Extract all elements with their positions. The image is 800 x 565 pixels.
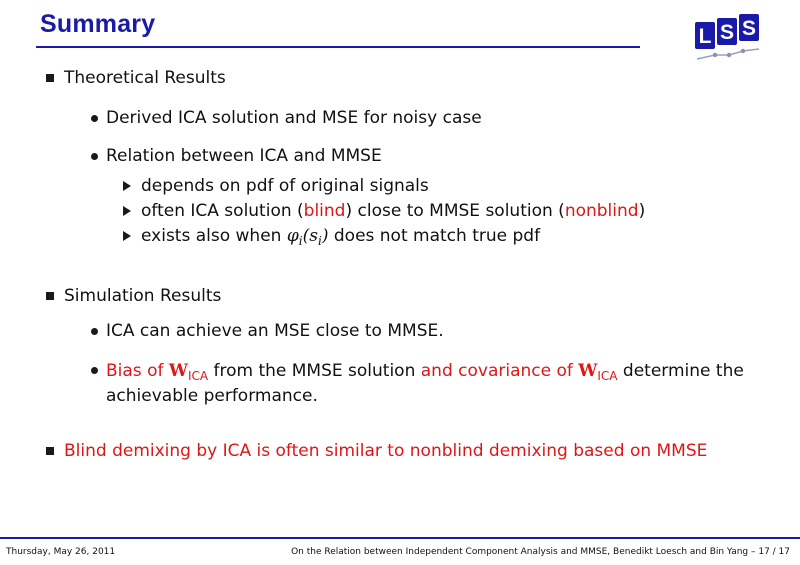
logo-letter-l: L: [698, 25, 712, 48]
section-bullet-icon: [46, 447, 54, 455]
bullet-dot-icon: [91, 115, 98, 122]
conclusion-text: Blind demixing by ICA is often similar to nonblind demixing based on MMSE: [64, 441, 708, 461]
logo-circuit-node-2: [727, 53, 731, 57]
bullet-dot-icon: [91, 328, 98, 335]
page-title: Summary: [40, 10, 156, 38]
footer-info: On the Relation between Independent Component Analysis and MMSE, Benedikt Loesch and Bin Yang – 17 / 17: [291, 547, 790, 557]
bullet-dot-icon: [91, 153, 98, 160]
theory-item-ica-solution: Derived ICA solution and MSE for noisy case: [106, 108, 482, 128]
logo-letter-s2: S: [741, 17, 757, 40]
bullet-triangle-icon: [123, 181, 131, 191]
logo-circuit-node-3: [741, 49, 745, 53]
section-bullet-icon: [46, 292, 54, 300]
section-bullet-icon: [46, 74, 54, 82]
footer-date: Thursday, May 26, 2011: [6, 547, 116, 557]
footer-divider: [0, 537, 800, 539]
math-phi: φ: [286, 226, 299, 246]
section-heading-theory: Theoretical Results: [64, 68, 226, 88]
theory-sub-blind: often ICA solution (blind) close to MMSE solution (nonblind): [141, 201, 646, 221]
logo-letter-s1: S: [719, 21, 735, 44]
theory-item-relation: Relation between ICA and MMSE: [106, 146, 382, 166]
section-heading-simulation: Simulation Results: [64, 286, 222, 306]
highlight-blind: blind: [303, 201, 346, 221]
bullet-dot-icon: [91, 367, 98, 374]
highlight-nonblind: nonblind: [564, 201, 639, 221]
bullet-triangle-icon: [123, 231, 131, 241]
theory-sub-pdf: depends on pdf of original signals: [141, 176, 429, 196]
lss-logo: [693, 13, 763, 65]
simulation-item-bias: Bias of $W_{ICA}$ from the MMSE solution and covariance of $W_{ICA}$ determine the achievable performance.: [106, 361, 744, 406]
title-divider: [36, 46, 640, 48]
theory-sub-phi: exists also when $\varphi_i(s_i)$ does not match true pdf: [141, 226, 541, 248]
logo-circuit-node-1: [713, 53, 717, 57]
simulation-item-mse: ICA can achieve an MSE close to MMSE.: [106, 321, 444, 341]
bullet-triangle-icon: [123, 206, 131, 216]
